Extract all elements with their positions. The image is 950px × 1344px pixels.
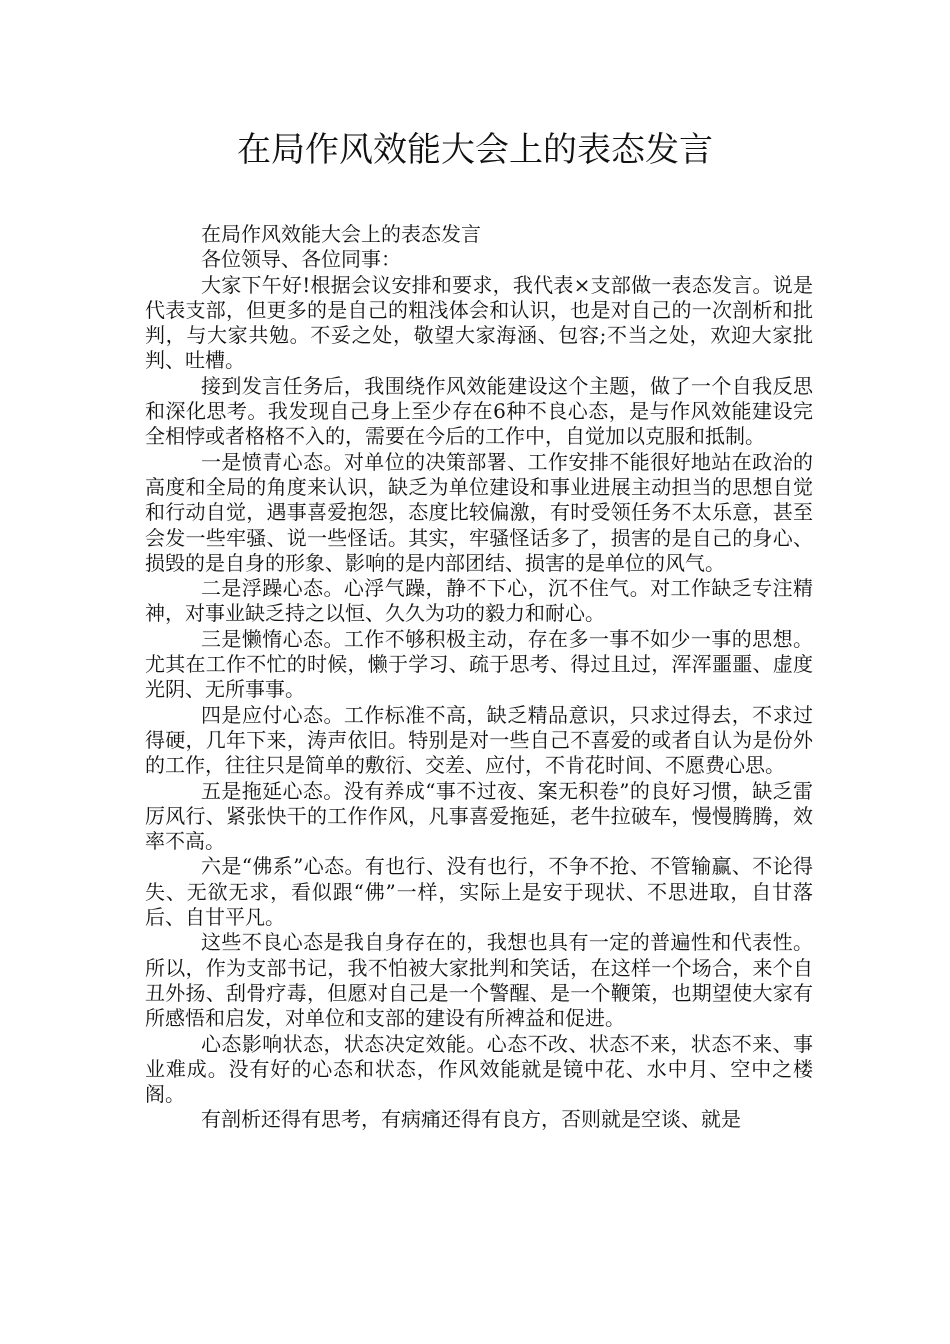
paragraph-salutation: 各位领导、各位同事： <box>201 247 401 272</box>
paragraph-point-1: 一是愤青心态。对单位的决策部署、工作安排不能很好地站在政治的高度和全局的角度来认识，缺乏为单位建设和事业进展主动担当的思想自觉和行动自觉，遇事喜爱抱怨，态度比较偏激，有时受领任务不太乐意，甚至会发一些牢骚、说一些怪话。其实，牢骚怪话多了，损害的是自己的身心、损毁的是自身的形象、影响的是内部团结、损害的是单位的风气。 <box>145 449 813 575</box>
paragraph-point-2: 二是浮躁心态。心浮气躁，静不下心，沉不住气。对工作缺乏专注精神，对事业缺乏持之以恒、久久为功的毅力和耐心。 <box>145 576 813 626</box>
paragraph-continuation: 有剖析还得有思考，有病痛还得有良方，否则就是空谈、就是 <box>201 1107 741 1132</box>
paragraph-point-4: 四是应付心态。工作标准不高，缺乏精品意识，只求过得去，不求过得硬，几年下来，涛声依旧。特别是对一些自己不喜爱的或者自认为是份外的工作，往往只是简单的敷衍、交差、应付，不肯花时间、不愿费心思。 <box>145 702 813 778</box>
document-body <box>145 222 813 1133</box>
paragraph-opening: 大家下午好!根据会议安排和要求，我代表×支部做一表态发言。说是代表支部，但更多的是自己的粗浅体会和认识，也是对自己的一次剖析和批判，与大家共勉。不妥之处，敬望大家海涵、包容;不当之处，欢迎大家批判、吐槽。 <box>145 272 813 373</box>
paragraph-point-3: 三是懒惰心态。工作不够积极主动，存在多一事不如少一事的思想。尤其在工作不忙的时候，懒于学习、疏于思考、得过且过，浑浑噩噩、虚度光阴、无所事事。 <box>145 626 813 702</box>
document-title: 在局作风效能大会上的表态发言 <box>237 130 713 170</box>
paragraph-state: 心态影响状态，状态决定效能。心态不改、状态不来，状态不来、事业难成。没有好的心态和状态，作风效能就是镜中花、水中月、空中之楼阁。 <box>145 1031 813 1107</box>
paragraph-subtitle: 在局作风效能大会上的表态发言 <box>201 222 481 246</box>
paragraph-point-6: 六是“佛系”心态。有也行、没有也行，不争不抢、不管输赢、不论得失、无欲无求，看似跟“佛”一样，实际上是安于现状、不思进取，自甘落后、自甘平凡。 <box>145 854 813 930</box>
paragraph-point-5: 五是拖延心态。没有养成“事不过夜、案无积卷”的良好习惯，缺乏雷厉风行、紧张快干的工作作风，凡事喜爱拖延，老牛拉破车，慢慢腾腾，效率不高。 <box>145 778 813 854</box>
paragraph-summary: 这些不良心态是我自身存在的，我想也具有一定的普遍性和代表性。所以，作为支部书记，我不怕被大家批判和笑话，在这样一个场合，来个自丑外扬、刮骨疗毒，但愿对自己是一个警醒、是一个鞭策，也期望使大家有所感悟和启发，对单位和支部的建设有所裨益和促进。 <box>145 930 813 1031</box>
paragraph-reflection: 接到发言任务后，我围绕作风效能建设这个主题，做了一个自我反思和深化思考。我发现自己身上至少存在6种不良心态，是与作风效能建设完全相悖或者格格不入的，需要在今后的工作中，自觉加以克服和抵制。 <box>145 373 813 449</box>
